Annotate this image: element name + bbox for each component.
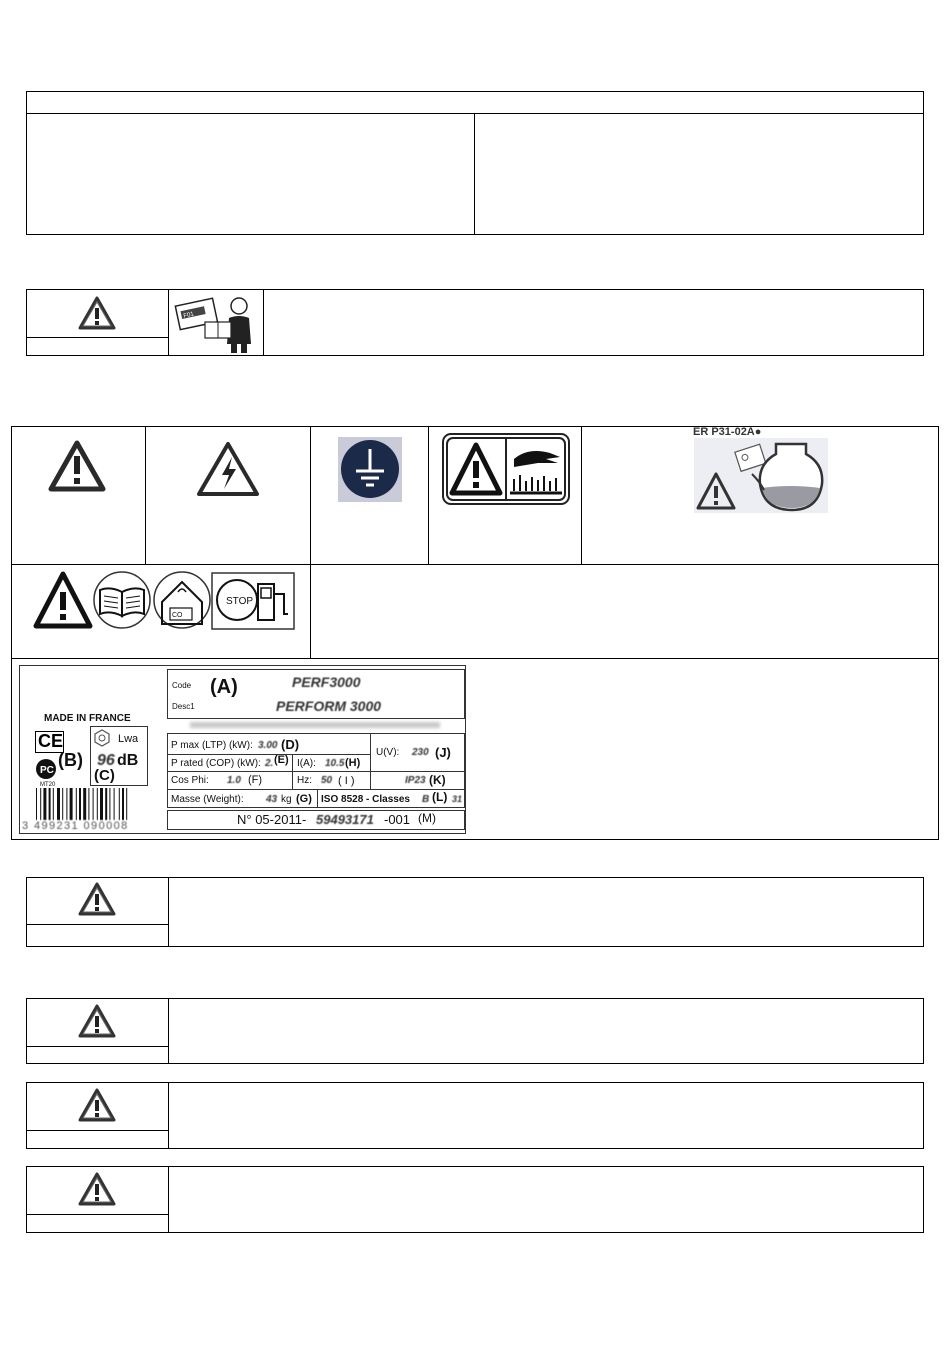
- barcode-bar: [43, 788, 46, 822]
- warning-box-1: [26, 289, 924, 356]
- letter-i: ( I ): [338, 775, 355, 787]
- svg-text:CO: CO: [172, 612, 183, 619]
- divider: [428, 426, 429, 564]
- barcode-bar: [100, 788, 103, 822]
- divider: [168, 877, 169, 947]
- db-unit: dB: [117, 752, 139, 769]
- barcode-digits: 3 499231 090008: [22, 820, 129, 832]
- combined-warning-strip: [32, 570, 298, 632]
- letter-d: (D): [281, 737, 300, 752]
- divider: [11, 564, 939, 565]
- header-table-column-divider: [474, 113, 475, 235]
- divider: [167, 789, 465, 790]
- db-value: 96: [97, 752, 115, 769]
- barcode-bar: [53, 788, 54, 822]
- divider: [26, 1046, 168, 1047]
- desc-label: Desc1: [172, 702, 195, 711]
- pmax-value: 3.00: [258, 740, 278, 751]
- barcode-bar: [105, 788, 107, 822]
- code-value: PERF3000: [292, 674, 361, 690]
- made-in-label: MADE IN FRANCE: [44, 713, 131, 724]
- barcode-bar: [122, 788, 124, 822]
- letter-f: (F): [248, 774, 263, 786]
- serial-suffix: -001: [384, 812, 411, 827]
- letter-a: (A): [210, 676, 238, 698]
- barcode-bar: [93, 788, 94, 822]
- warning-triangle-icon: [78, 296, 116, 330]
- code-label: Code: [172, 681, 192, 690]
- barcode-bar: [40, 788, 41, 822]
- header-table-divider: [26, 113, 924, 114]
- current-value: 10.5: [325, 758, 345, 769]
- barcode-bar: [126, 788, 127, 822]
- svg-text:PC: PC: [40, 765, 54, 776]
- divider: [310, 426, 311, 658]
- serial-value: 59493171: [316, 812, 374, 827]
- barcode-bar: [83, 788, 86, 822]
- divider: [167, 771, 465, 772]
- warning-triangle-icon: [78, 882, 116, 916]
- letter-g: (G): [296, 793, 312, 805]
- divider: [168, 289, 169, 356]
- barcode-bar: [57, 788, 60, 822]
- current-label: I(A):: [297, 758, 316, 769]
- divider: [26, 337, 168, 338]
- mass-label: Masse (Weight):: [171, 794, 244, 805]
- pmax-label: P max (LTP) (kW):: [171, 740, 253, 751]
- divider: [370, 733, 371, 789]
- hz-value: 50: [321, 775, 333, 786]
- barcode-bar: [109, 788, 110, 822]
- divider: [168, 1166, 169, 1233]
- divider: [26, 1130, 168, 1131]
- mass-value: 43: [266, 794, 278, 805]
- barcode-bar: [49, 788, 51, 822]
- blurred-address: [190, 722, 440, 728]
- divider: [167, 754, 370, 755]
- warning-triangle-icon: [78, 1004, 116, 1038]
- speaker-icon: [93, 729, 111, 747]
- ip-value: IP23: [405, 775, 426, 786]
- barcode-bar: [114, 788, 115, 822]
- cosphi-label: Cos Phi:: [171, 775, 209, 786]
- svg-text:STOP: STOP: [226, 596, 254, 607]
- voltage-value: 230: [412, 747, 429, 758]
- barcode-bar: [36, 788, 37, 822]
- lwa-label: Lwa: [118, 733, 139, 745]
- prated-label: P rated (COP) (kW):: [171, 758, 261, 769]
- hot-surface-warning-icon: [442, 433, 570, 505]
- letter-j: (J): [435, 745, 451, 760]
- divider: [26, 924, 168, 925]
- svg-text:F01: F01: [183, 311, 195, 320]
- letter-c: (C): [94, 767, 115, 784]
- mass-unit: kg: [281, 794, 292, 805]
- hz-label: Hz:: [297, 775, 312, 786]
- letter-e: (E): [274, 754, 289, 766]
- barcode-bar: [62, 788, 63, 822]
- desc-value: PERFORM 3000: [276, 698, 382, 714]
- er-code-label: ER P31-02A●: [693, 426, 762, 438]
- cosphi-value: 1.0: [227, 775, 241, 786]
- divider: [168, 1082, 169, 1149]
- barcode-bar: [66, 788, 67, 822]
- barcode-bar: [76, 788, 77, 822]
- warning-box-3: [26, 998, 924, 1064]
- letter-b: (B): [58, 750, 83, 770]
- iso-label: ISO 8528 - Classes: [321, 794, 410, 805]
- prated-value: 2.: [265, 758, 274, 769]
- high-voltage-icon: [196, 441, 260, 497]
- barcode-bar: [97, 788, 98, 822]
- divider: [26, 1214, 168, 1215]
- voltage-label: U(V):: [376, 747, 400, 758]
- read-manual-icon: [94, 572, 150, 628]
- warning-triangle-icon: [78, 1088, 116, 1122]
- warning-triangle-icon: [48, 440, 106, 492]
- no-indoor-use-icon: [154, 572, 210, 628]
- warning-box-4: [26, 1082, 924, 1149]
- divider: [145, 426, 146, 564]
- barcode-bar: [79, 788, 81, 822]
- divider: [581, 426, 582, 564]
- divider: [263, 289, 264, 356]
- read-instructions-icon: [171, 292, 260, 354]
- letter-h: (H): [345, 757, 361, 769]
- barcode-bar: [70, 788, 73, 822]
- letter-l: (L): [432, 790, 448, 804]
- barcode-bar: [88, 788, 89, 822]
- ce-mark: CE: [35, 731, 64, 753]
- serial-prefix: N° 05-2011-: [237, 812, 307, 827]
- barcode-bar: [119, 788, 120, 822]
- iso-class: B: [422, 794, 430, 805]
- divider: [317, 789, 318, 808]
- warning-box-2: [26, 877, 924, 947]
- earth-ground-icon: [338, 437, 402, 502]
- letter-m: (M): [418, 811, 436, 825]
- divider: [11, 658, 939, 659]
- drain-warning-icon: [694, 438, 828, 513]
- iso-suffix: 31: [452, 794, 463, 804]
- mt-label: MT20: [40, 782, 56, 788]
- warning-triangle-icon: [78, 1172, 116, 1206]
- divider: [292, 754, 293, 789]
- letter-k: (K): [429, 773, 446, 787]
- divider: [168, 998, 169, 1064]
- warning-box-5: [26, 1166, 924, 1233]
